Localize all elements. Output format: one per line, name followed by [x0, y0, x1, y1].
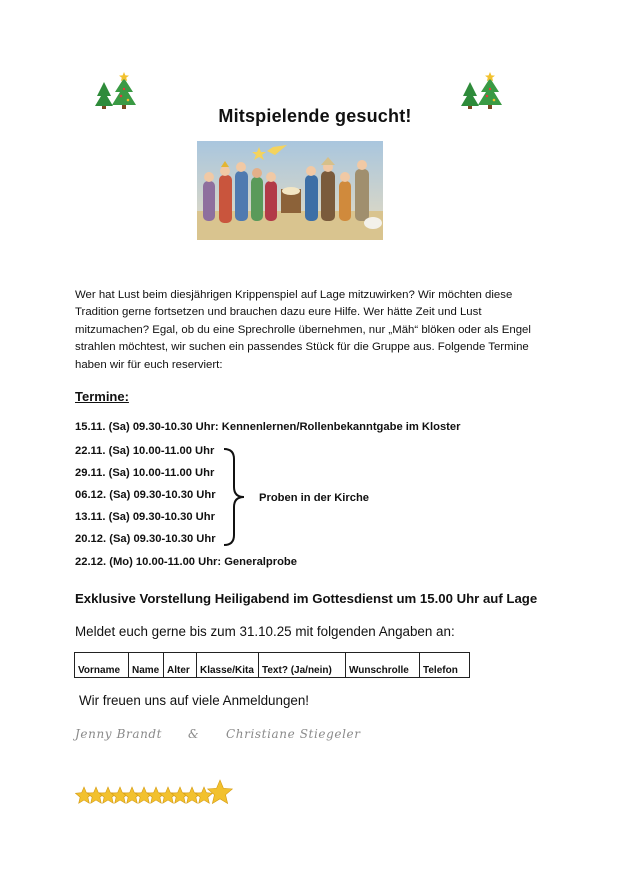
rehearsal-date: 13.11. (Sa) 09.30-10.30 Uhr: [75, 511, 215, 523]
column-header: Wunschrolle: [346, 653, 420, 678]
first-date: 15.11. (Sa) 09.30-10.30 Uhr: Kennenlernen/Rollenbekanntgabe im Kloster: [75, 421, 461, 433]
star-icon: [208, 780, 233, 804]
nativity-illustration: [197, 141, 383, 240]
curly-brace: [222, 447, 248, 547]
rehearsal-label: Proben in der Kirche: [259, 492, 370, 504]
christmas-tree-icon: [93, 72, 141, 110]
intro-line: haben wir für euch reserviert:: [75, 358, 223, 371]
performance-highlight: Exklusive Vorstellung Heiligabend im Gottesdienst um 15.00 Uhr auf Lage: [75, 591, 538, 606]
rehearsal-date: 29.11. (Sa) 10.00-11.00 Uhr: [75, 467, 215, 479]
rehearsal-date: 20.12. (Sa) 09.30-10.30 Uhr: [75, 533, 216, 545]
table-row: [75, 653, 470, 678]
column-header: Telefon: [420, 653, 470, 678]
column-header: Name: [129, 653, 164, 678]
intro-line: Wer hat Lust beim diesjährigen Krippenspiel auf Lage mitzuwirken? Wir möchten diese: [75, 289, 513, 301]
column-header: Klasse/Kita: [197, 653, 259, 678]
closing-text: Wir freuen uns auf viele Anmeldungen!: [79, 693, 310, 708]
signature-ampersand: &: [188, 727, 200, 741]
rehearsal-date: 06.12. (Sa) 09.30-10.30 Uhr: [75, 489, 216, 501]
column-header: Text? (Ja/nein): [259, 653, 346, 678]
page-title: Mitspielende gesucht!: [218, 106, 412, 126]
intro-line: strahlen möchtest, wir suchen ein passendes Stück für die Gruppe aus. Folgende Termine: [75, 341, 529, 354]
signature-jenny: Jenny Brandt: [75, 727, 163, 741]
intro-line: Tradition gerne fortsetzen und brauchen dazu eure Hilfe. Wer hätte Zeit und Lust: [75, 306, 482, 319]
call-to-action: Meldet euch gerne bis zum 31.10.25 mit folgenden Angaben an:: [75, 624, 455, 639]
dates-heading: Termine:: [75, 389, 129, 404]
signature-christiane: Christiane Stiegeler: [226, 727, 361, 741]
column-header: Vorname: [75, 653, 129, 678]
rehearsal-date: 22.11. (Sa) 10.00-11.00 Uhr: [75, 445, 215, 457]
dress-rehearsal: 22.12. (Mo) 10.00-11.00 Uhr: Generalprobe: [75, 556, 297, 568]
registration-table: [74, 652, 470, 678]
column-header: Alter: [164, 653, 197, 678]
intro-text: [75, 287, 547, 374]
intro-line: mitzumachen? Egal, ob du eine Sprechrolle übernehmen, nur „Mäh“ blöken oder als Engel: [75, 323, 531, 336]
star-row: [75, 779, 245, 809]
christmas-tree-icon: [459, 72, 507, 110]
